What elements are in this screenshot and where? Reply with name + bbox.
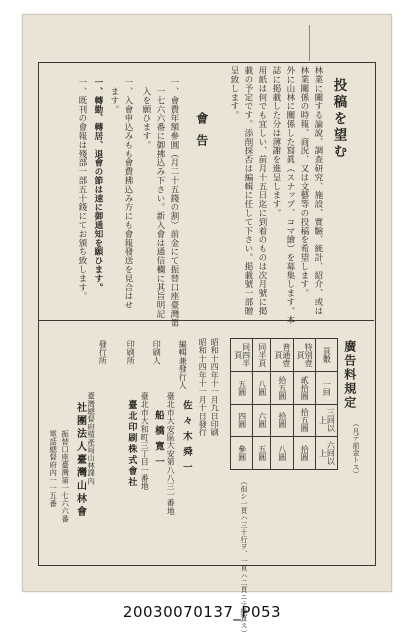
publish-date: 昭和十四年十一月十日發行 — [198, 338, 208, 437]
notice-item-3: 一、轉勤、轉居、退會の節は速に御通知を願ひます。 — [92, 78, 103, 292]
postal-account: 振替口座臺灣第一七六六番 — [60, 430, 70, 523]
notice-item-2: 一、入會申込みもも會費拂込み方にも會報發送を見合はせ — [122, 78, 133, 310]
ad-cell: 同四半頁 — [231, 339, 253, 372]
editor-address: 臺北市大安區大安第八八三一番地 — [166, 392, 176, 515]
submission-line-6: 載の予定です。添削採否は編輯に任して下さい。掲載號一部贈 — [242, 66, 253, 316]
press-label: 印刷所 — [126, 340, 136, 365]
ad-rates-footnote: （但シ一頁ハ三十行ヲ、一頁ハ二頁ニテ換算ス） — [240, 478, 249, 637]
submission-line-7: 呈致します。 — [228, 66, 239, 120]
ad-cell: 拾五圓 — [271, 371, 293, 404]
ad-cell: 拾圓 — [293, 437, 315, 470]
submission-line-1: 林業に關する論說、調查研究、施設、實驗、統計、紹介、或は — [312, 66, 323, 316]
ad-cell: 拾圓 — [271, 404, 293, 437]
ad-header-cell: 一回 — [315, 371, 337, 404]
notice-title: 會告 — [194, 112, 209, 156]
ad-cell: 四圓 — [231, 404, 253, 437]
notice-item-1c: 入を願ひます。 — [140, 78, 151, 150]
ad-rates-note: （凡テ前金トス） — [352, 420, 361, 478]
ad-rates-table — [230, 338, 338, 470]
submission-line-4: 誌に掲載した分は薄謝を進呈します。 — [270, 66, 281, 218]
editor-name: 佐々木舜一 — [180, 400, 192, 478]
ad-cell: 拾五圓 — [293, 404, 315, 437]
submission-line-2: 林業關係の時報、商況、又は文藝等の投稿を希望します。 — [298, 66, 309, 298]
ad-cell: 八圓 — [271, 437, 293, 470]
ad-cell: 五圓 — [253, 437, 271, 470]
ad-cell: 五圓 — [231, 371, 253, 404]
printer-address: 臺北市大和町三丁目一番地 — [140, 392, 150, 491]
notice-item-4: 一、既刊の會報は殘部一部五十錢にてお頒ち致します。 — [76, 78, 87, 301]
editor-label: 編輯兼發行人 — [178, 340, 188, 390]
printer-label: 印刷人 — [152, 340, 162, 365]
ad-header-cell: 三回以上 — [315, 404, 337, 437]
ad-cell: 六圓 — [253, 404, 271, 437]
section-divider — [38, 320, 374, 321]
image-caption: 20030070137_P053 — [122, 603, 282, 621]
publisher-address: 臺灣總督府殖產局山林課內 — [86, 392, 96, 485]
ad-cell: 同半頁 — [253, 339, 271, 372]
publisher-name: 社團法人臺灣山林會 — [74, 402, 86, 519]
ad-cell: 參圓 — [231, 437, 253, 470]
ad-header-cell: 頁數 — [315, 339, 337, 372]
ad-cell: 特別壹頁 — [293, 339, 315, 372]
print-date: 昭和十四年十一月九日印刷 — [210, 338, 220, 437]
ad-header-cell: 六回以上 — [315, 437, 337, 470]
submission-title: 投稿を望む — [330, 78, 347, 161]
ad-cell: 普通壹頁 — [271, 339, 293, 372]
press-name: 臺北印刷株式會社 — [126, 400, 137, 488]
submission-line-3: 外に山林に關係した寫眞（スナップ、コマ繪）を募集します。本 — [284, 66, 295, 325]
header-divider — [309, 25, 310, 61]
notice-item-1: 一、會費年額參圓（月二十五錢の割）前金にて振替口座臺灣第 — [168, 78, 179, 328]
printer-name: 船橋寛一 — [152, 410, 164, 472]
ad-cell: 八圓 — [253, 371, 271, 404]
ad-rates-title: 廣告料規定 — [342, 340, 357, 410]
publisher-label: 發行所 — [98, 340, 108, 365]
submission-line-5: 用紙は何でも宜しい、前月十五日迄に到着のものは次月號に掲 — [256, 66, 267, 316]
ad-cell: 貳拾圓 — [293, 371, 315, 404]
phone-number: 電話總督府內一一五番 — [48, 430, 58, 507]
notice-item-2b: ます。 — [108, 78, 119, 114]
notice-item-1b: 一七六六番に御拂込み下さい。新入會は通信欄に其旨明記 — [154, 78, 165, 319]
